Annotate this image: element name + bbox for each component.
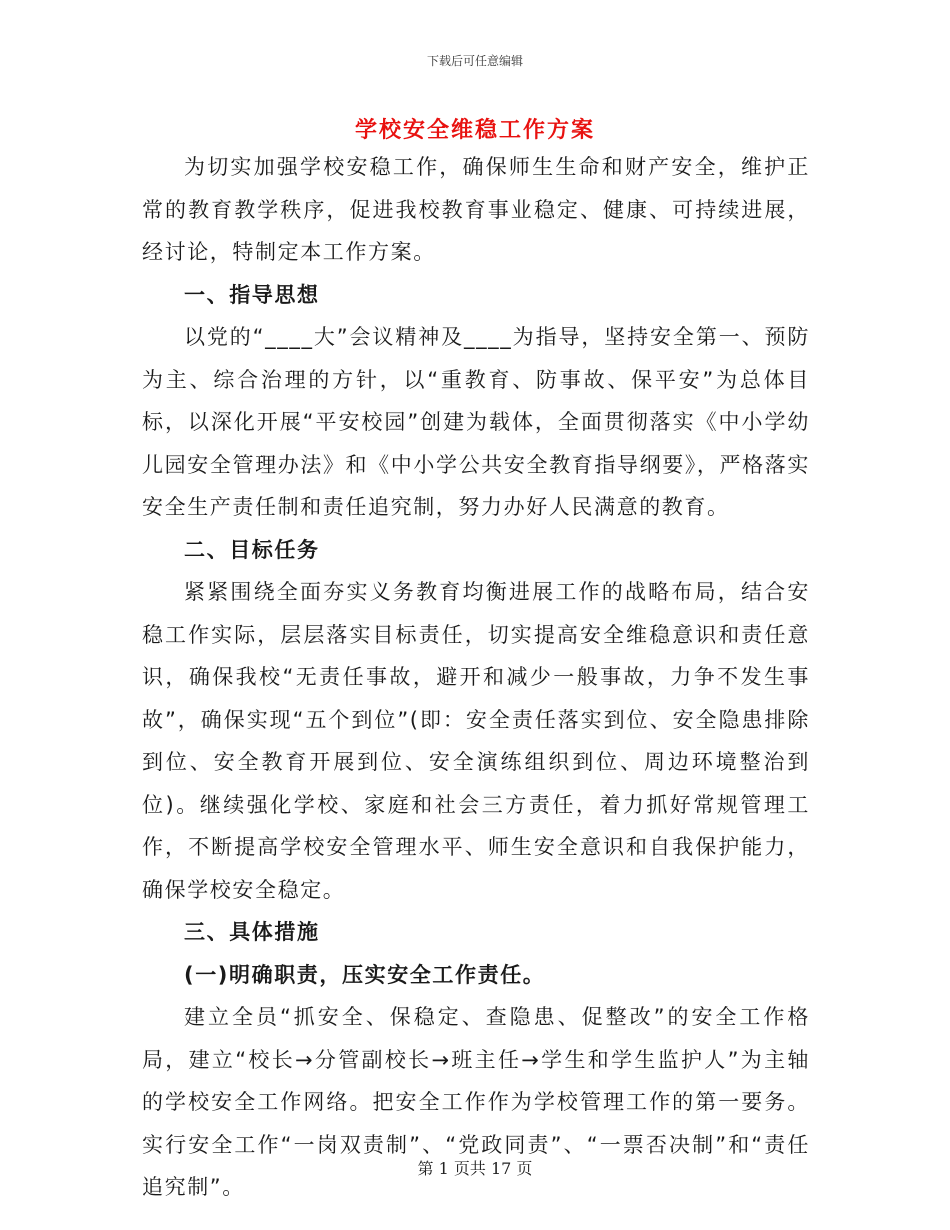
section-heading-guiding-ideology: 一、指导思想 [184, 282, 320, 307]
guiding-ideology-paragraph: 以党的“____大”会议精神及____为指导，坚持安全第一、预防为主、综合治理的方针，以“重教育、防事故、保平安”为总体目标，以深化开展“平安校园”创建为载体，全面贯彻落实《中小学幼儿园安全管理办法》和《中小学公共安全教育指导纲要》，严格落实安全生产责任制和责任追究制，努力办好人民满意的教育。 [142, 325, 810, 519]
document-body [142, 146, 810, 1209]
page-header-note: 下载后可任意编辑 [426, 54, 523, 68]
subsection-heading-responsibilities: (一)明确职责，压实安全工作责任。 [184, 962, 546, 987]
section-heading-goals-tasks: 二、目标任务 [184, 537, 320, 562]
intro-paragraph: 为切实加强学校安稳工作，确保师生生命和财产安全，维护正常的教育教学秩序，促进我校教育事业稳定、健康、可持续进展，经讨论，特制定本工作方案。 [142, 155, 810, 264]
page-number-footer: 第 1 页共 17 页 [417, 1159, 533, 1178]
section-heading-specific-measures: 三、具体措施 [184, 920, 320, 944]
document-title: 学校安全维稳工作方案 [354, 118, 595, 143]
responsibilities-paragraph: 建立全员“抓安全、保稳定、查隐患、促整改”的安全工作格局，建立“校长→分管副校长→班主任→学生和学生监护人”为主轴的学校安全工作网络。把安全工作作为学校管理工作的第一要务。实行安全工作“一岗双责制”、“党政同责”、“一票否决制”和“责任追究制”。 [142, 1005, 810, 1199]
goals-tasks-paragraph: 紧紧围绕全面夯实义务教育均衡进展工作的战略布局，结合安稳工作实际，层层落实目标责任，切实提高安全维稳意识和责任意识，确保我校“无责任事故，避开和减少一般事故，力争不发生事故”，确保实现“五个到位”(即：安全责任落实到位、安全隐患排除到位、安全教育开展到位、安全演练组织到位、周边环境整治到位)。继续强化学校、家庭和社会三方责任，着力抓好常规管理工作，不断提高学校安全管理水平、师生安全意识和自我保护能力，确保学校安全稳定。 [142, 580, 810, 902]
